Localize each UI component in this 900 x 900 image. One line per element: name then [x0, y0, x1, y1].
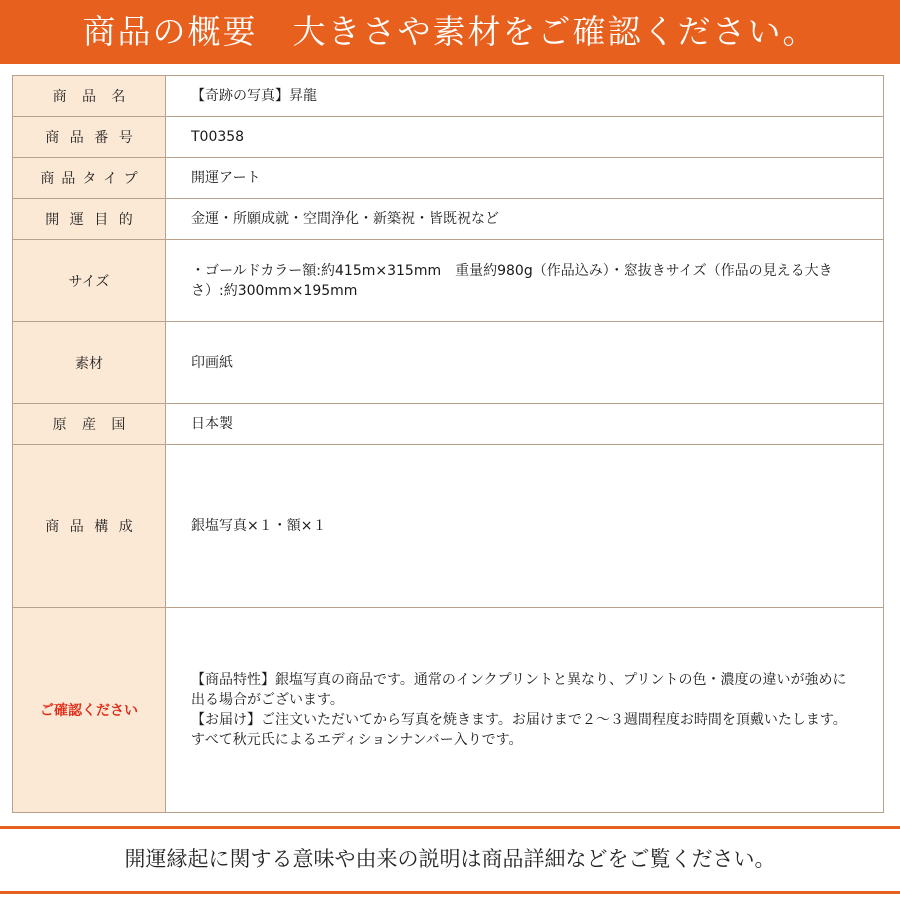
- row-value: T00358: [166, 117, 884, 158]
- row-label: 商品名: [13, 76, 166, 117]
- row-label: 商品タイプ: [13, 158, 166, 199]
- row-label: 素材: [13, 322, 166, 404]
- table-row-size: [13, 240, 884, 322]
- table-row-purpose: [13, 199, 884, 240]
- row-value: 印画紙: [166, 322, 884, 404]
- footer-top-rule: [0, 826, 900, 829]
- row-value: 【奇跡の写真】昇龍: [166, 76, 884, 117]
- footer-note: 開運縁起に関する意味や由来の説明は商品詳細などをご覧ください。: [124, 847, 776, 871]
- row-value: 金運・所願成就・空間浄化・新築祝・皆既祝など: [166, 199, 884, 240]
- row-label: 原産国: [13, 404, 166, 445]
- row-label: 開運目的: [13, 199, 166, 240]
- table-row-product-number: [13, 117, 884, 158]
- row-label: サイズ: [13, 240, 166, 322]
- table-row-material: [13, 322, 884, 404]
- notice-value: [166, 608, 884, 813]
- row-value: 開運アート: [166, 158, 884, 199]
- table-row-origin: [13, 404, 884, 445]
- row-value: 銀塩写真×１・額×１: [166, 445, 884, 608]
- notice-label: ご確認ください: [13, 608, 166, 813]
- product-spec-table: [12, 75, 884, 813]
- table-row-product-type: [13, 158, 884, 199]
- table-row-notice: [13, 608, 884, 813]
- page-title: 商品の概要 大きさや素材をご確認ください。: [82, 12, 818, 51]
- notice-delivery: 【お届け】ご注文いただいてから写真を焼きます。お届けまで２～３週間程度お時間を頂戴いたします。すべて秋元氏によるエディションナンバー入りです。: [191, 712, 847, 748]
- row-value: 日本製: [166, 404, 884, 445]
- page-title-banner: [0, 0, 900, 64]
- row-label: 商品構成: [13, 445, 166, 608]
- row-label: 商品番号: [13, 117, 166, 158]
- table-row-product-name: [13, 76, 884, 117]
- row-value: ・ゴールドカラー額:約415m×315mm 重量約980g（作品込み）・窓抜きサイズ（作品の見える大きさ）:約300mm×195mm: [166, 240, 884, 322]
- notice-characteristics: 【商品特性】銀塩写真の商品です。通常のインクプリントと異なり、プリントの色・濃度の違いが強めに出る場合がございます。: [191, 672, 847, 708]
- footer-bottom-rule: [0, 891, 900, 894]
- table-row-contents: [13, 445, 884, 608]
